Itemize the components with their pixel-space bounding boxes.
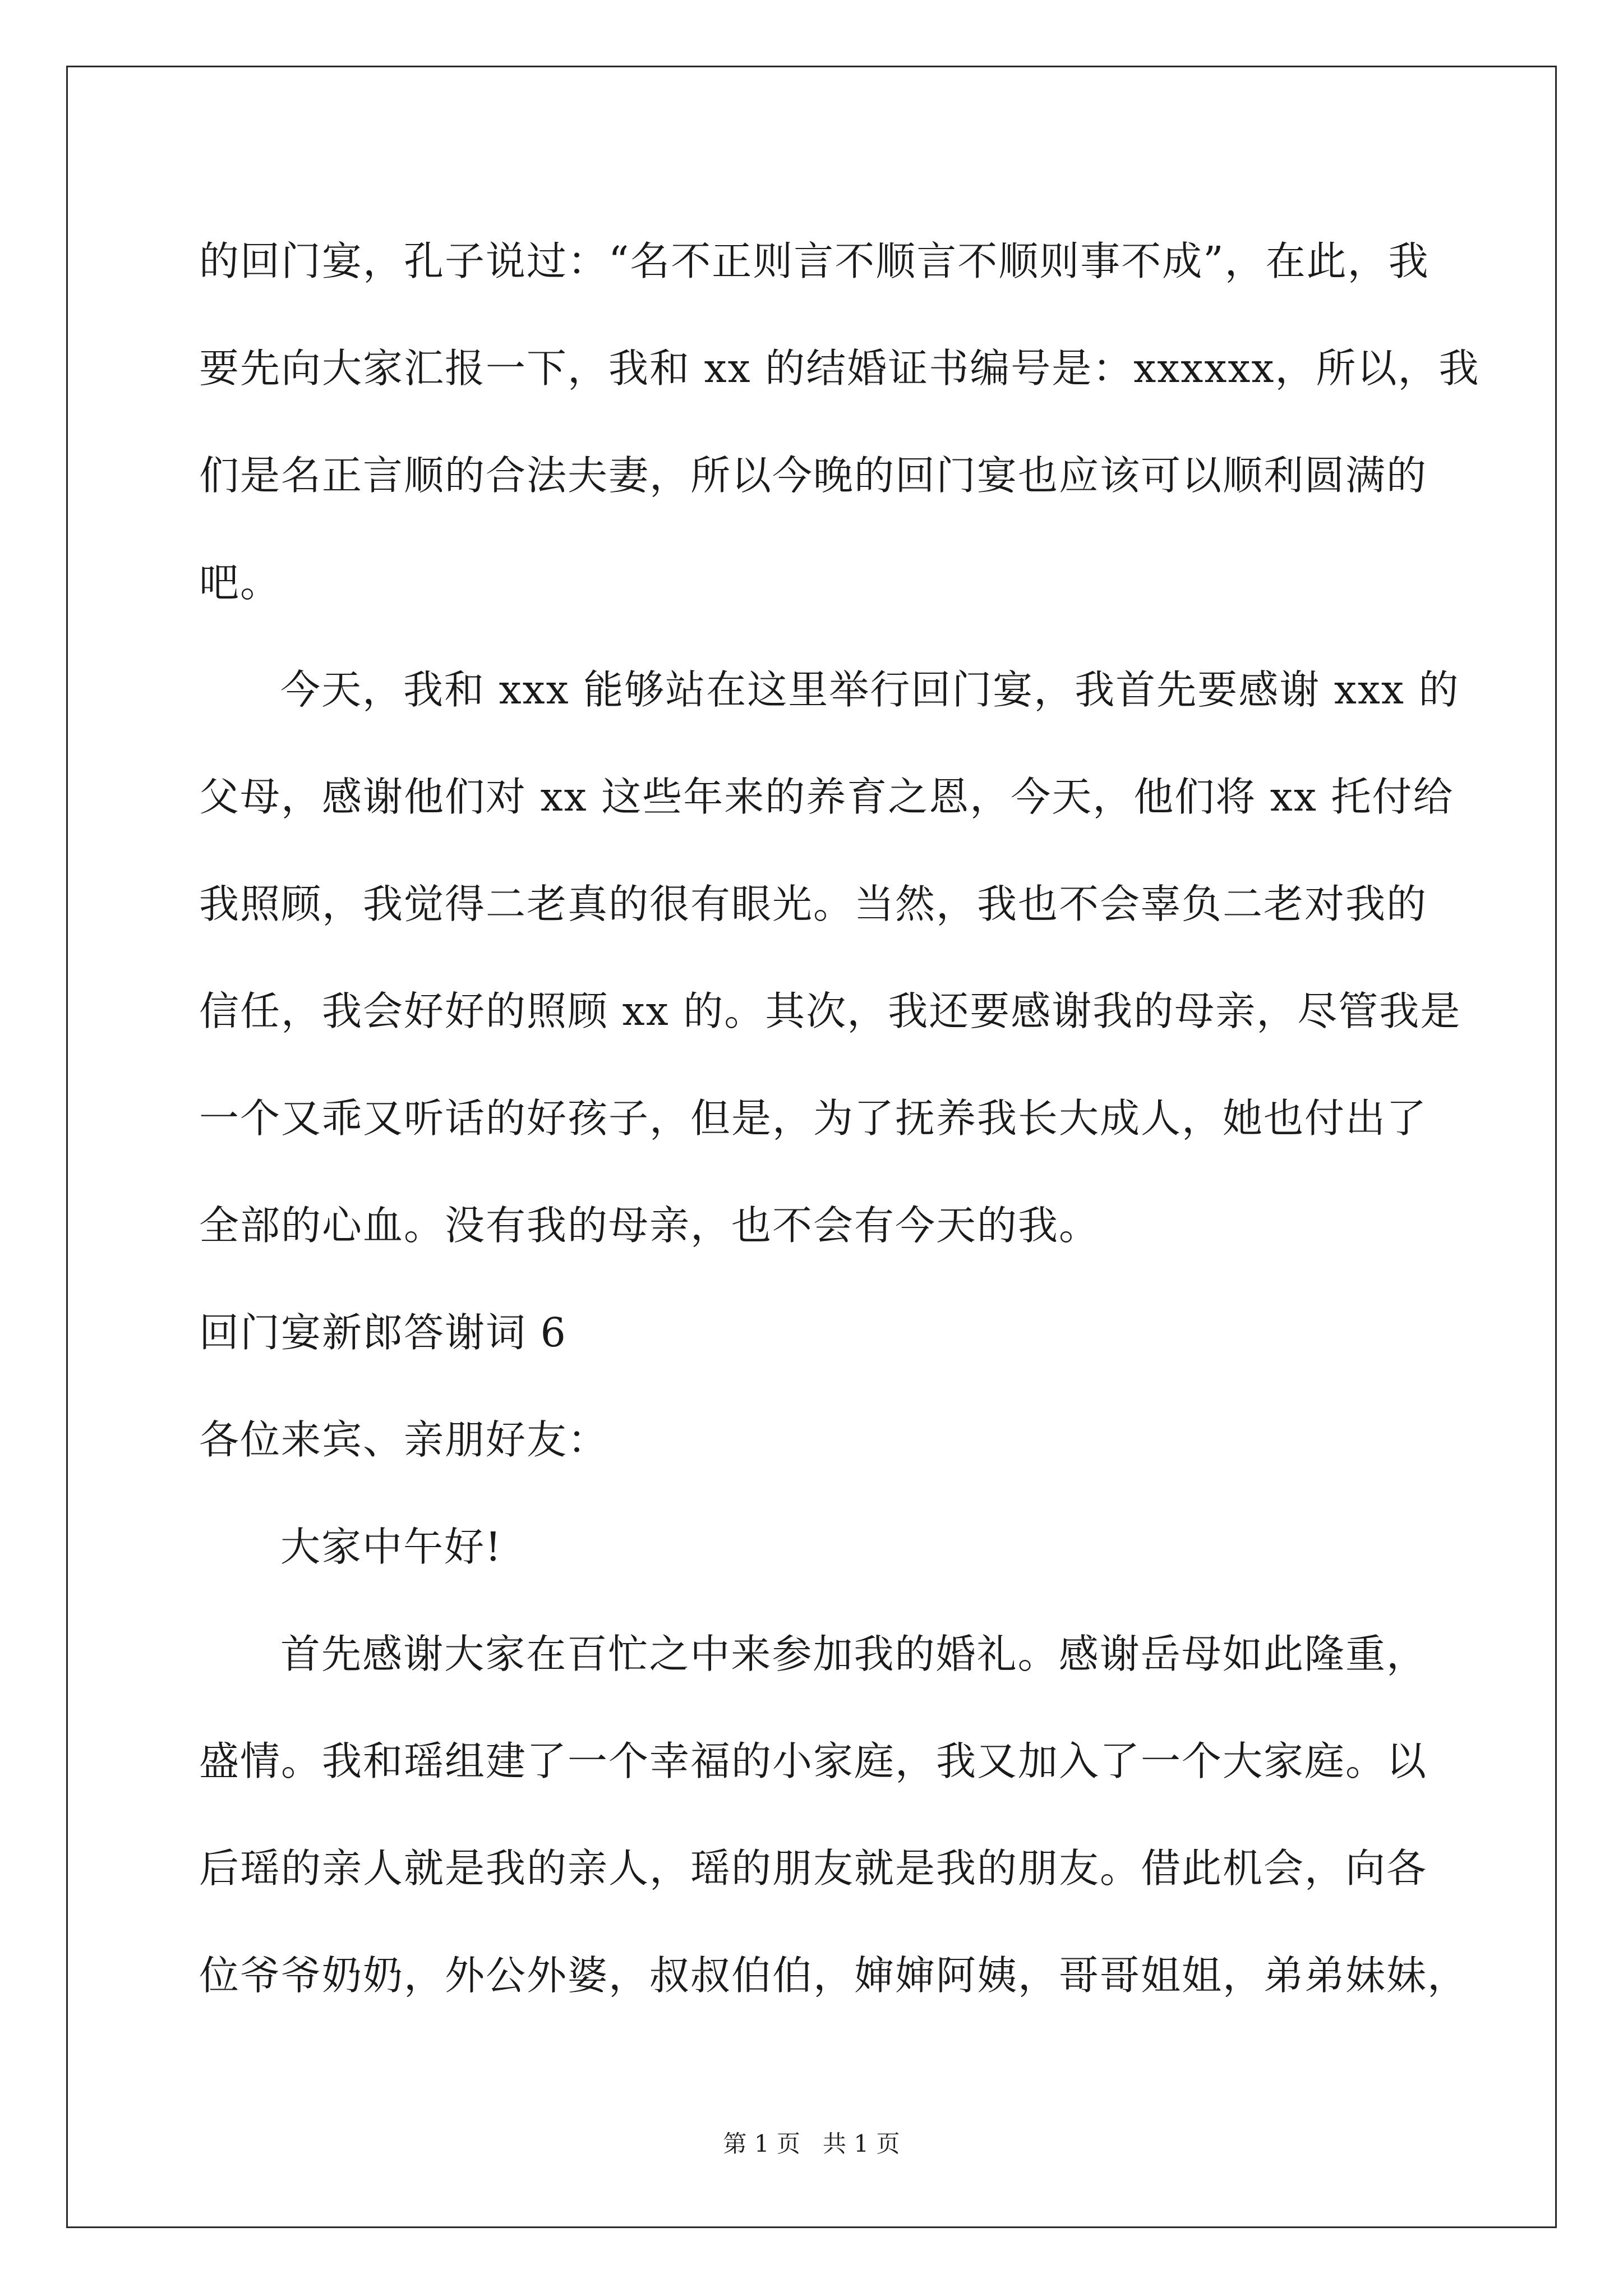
greeting: 大家中午好! [280, 1524, 502, 1570]
paragraph-line: 盛情。我和瑶组建了一个幸福的小家庭，我又加入了一个大家庭。以 [199, 1738, 1428, 1784]
page-number-footer: 第 1 页 共 1 页 [723, 2130, 900, 2157]
section-heading: 回门宴新郎答谢词 6 [199, 1309, 567, 1356]
paragraph-line: 吧。 [199, 559, 282, 606]
paragraph-line: 要先向大家汇报一下，我和 xx 的结婚证书编号是：xxxxxx，所以，我 [199, 345, 1480, 392]
document-body [199, 208, 1480, 2029]
paragraph-line: 位爷爷奶奶，外公外婆，叔叔伯伯，婶婶阿姨，哥哥姐姐，弟弟妹妹， [199, 1952, 1469, 1999]
paragraph-line: 一个又乖又听话的好孩子，但是，为了抚养我长大成人，她也付出了 [199, 1095, 1428, 1142]
paragraph-line: 全部的心血。没有我的母亲，也不会有今天的我。 [199, 1202, 1100, 1249]
paragraph-line: 我照顾，我觉得二老真的很有眼光。当然，我也不会辜负二老对我的 [199, 881, 1428, 927]
paragraph-line: 的回门宴，孔子说过：“名不正则言不顺言不顺则事不成”，在此，我 [199, 238, 1430, 284]
salutation: 各位来宾、亲朋好友： [199, 1416, 609, 1463]
paragraph-line: 后瑶的亲人就是我的亲人，瑶的朋友就是我的朋友。借此机会，向各 [199, 1845, 1428, 1892]
paragraph-line: 信任，我会好好的照顾 xx 的。其次，我还要感谢我的母亲，尽管我是 [199, 988, 1461, 1034]
paragraph-line: 们是名正言顺的合法夫妻，所以今晚的回门宴也应该可以顺利圆满的 [199, 452, 1428, 499]
paragraph-line: 父母，感谢他们对 xx 这些年来的养育之恩，今天，他们将 xx 托付给 [199, 774, 1454, 820]
paragraph-line: 今天，我和 xxx 能够站在这里举行回门宴，我首先要感谢 xxx 的 [280, 666, 1460, 713]
paragraph-line: 首先感谢大家在百忙之中来参加我的婚礼。感谢岳母如此隆重， [280, 1631, 1427, 1677]
